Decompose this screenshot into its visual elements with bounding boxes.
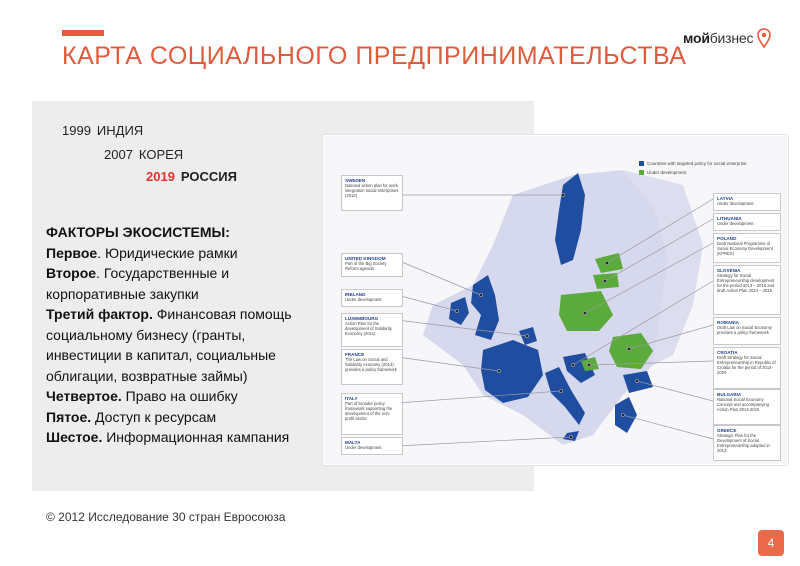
country-box-latvia: LATVIA Under development — [713, 193, 781, 211]
country-box-ireland: IRELAND Under development — [341, 289, 403, 307]
timeline-item-highlight: 2019 РОССИЯ — [146, 169, 237, 184]
country-box-greece: GREECE Strategic Plan for the Development of Social Entrepreneurship adopted in 2013 — [713, 425, 781, 461]
map-legend — [639, 159, 747, 177]
timeline-item: 2007 КОРЕЯ — [104, 147, 184, 162]
title-accent-bar — [62, 30, 104, 36]
legend-item: Under development — [639, 168, 747, 177]
logo-text: мойбизнес — [683, 30, 754, 46]
factor-line: Четвертое. Право на ошибку — [46, 388, 238, 404]
country-box-luxembourg: LUXEMBOURG Action Plan for the development of Solidarity Economy (2011) — [341, 313, 403, 347]
country-box-poland: POLAND Draft National Programme of Social Economy Development (KPRES) — [713, 233, 781, 263]
factor-line: социальному бизнесу (гранты, — [46, 326, 246, 343]
factor-line: инвестиции в капитал, социальные — [46, 347, 276, 363]
country-box-malta: MALTA Under development — [341, 437, 403, 455]
europe-policy-map — [322, 134, 789, 466]
legend-item: Countries with targeted policy for social enterprise — [639, 159, 747, 168]
country-box-italy: ITALY Part of broader policy framework supporting the development of the non-profit sector — [341, 393, 403, 435]
country-box-slovenia: SLOVENIA Strategy for Social Entrepreneurship development for the period 2013 – 2016 and draft Action Plan 2014 – 2015 — [713, 265, 781, 315]
region-greece — [615, 397, 637, 433]
country-box-lithuania: LITHUANIA Under development — [713, 213, 781, 231]
factor-line: Пятое. Доступ к ресурсам — [46, 408, 217, 425]
location-pin-icon — [757, 28, 771, 48]
factor-line: Третий фактор. Финансовая помощь — [46, 306, 292, 322]
factor-line: Первое. Юридические рамки — [46, 244, 238, 261]
factor-line: Второе. Государственные и — [46, 265, 230, 281]
factor-line: корпоративные закупки — [46, 285, 199, 302]
timeline-item: 1999 ИНДИЯ — [62, 123, 144, 138]
source-note: © 2012 Исследование 30 стран Евросоюза — [46, 510, 286, 524]
factor-line: облигации, возвратные займы) — [46, 367, 248, 384]
country-box-croatia: CROATIA Draft Strategy for Social Entrepreneurship in Republic of Croatia for the period of 2014-2020 — [713, 347, 781, 389]
country-box-sweden: SWEDEN National action plan for work integration social enterprises (2010) — [341, 175, 403, 211]
page-number-badge: 4 — [758, 530, 784, 556]
country-box-france: FRANCE The Law on Social and Solidarity economy (2014) provides a policy framework — [341, 349, 403, 385]
factors-heading: ФАКТОРЫ ЭКОСИСТЕМЫ: — [46, 224, 230, 240]
country-box-bulgaria: BULGARIA National Social Economy Concept and accompanying Action Plan 2014-2015 — [713, 389, 781, 425]
page-title: КАРТА СОЦИАЛЬНОГО ПРЕДПРИНИМАТЕЛЬСТВА — [62, 42, 687, 70]
brand-logo — [683, 28, 771, 48]
factor-line: Шестое. Информационная кампания — [46, 429, 290, 445]
country-box-romania: ROMANIA Draft Law on Social Economy provides a policy framework — [713, 317, 781, 345]
country-box-uk: UNITED KINGDOM Part of the Big Society Reform agenda — [341, 253, 403, 277]
